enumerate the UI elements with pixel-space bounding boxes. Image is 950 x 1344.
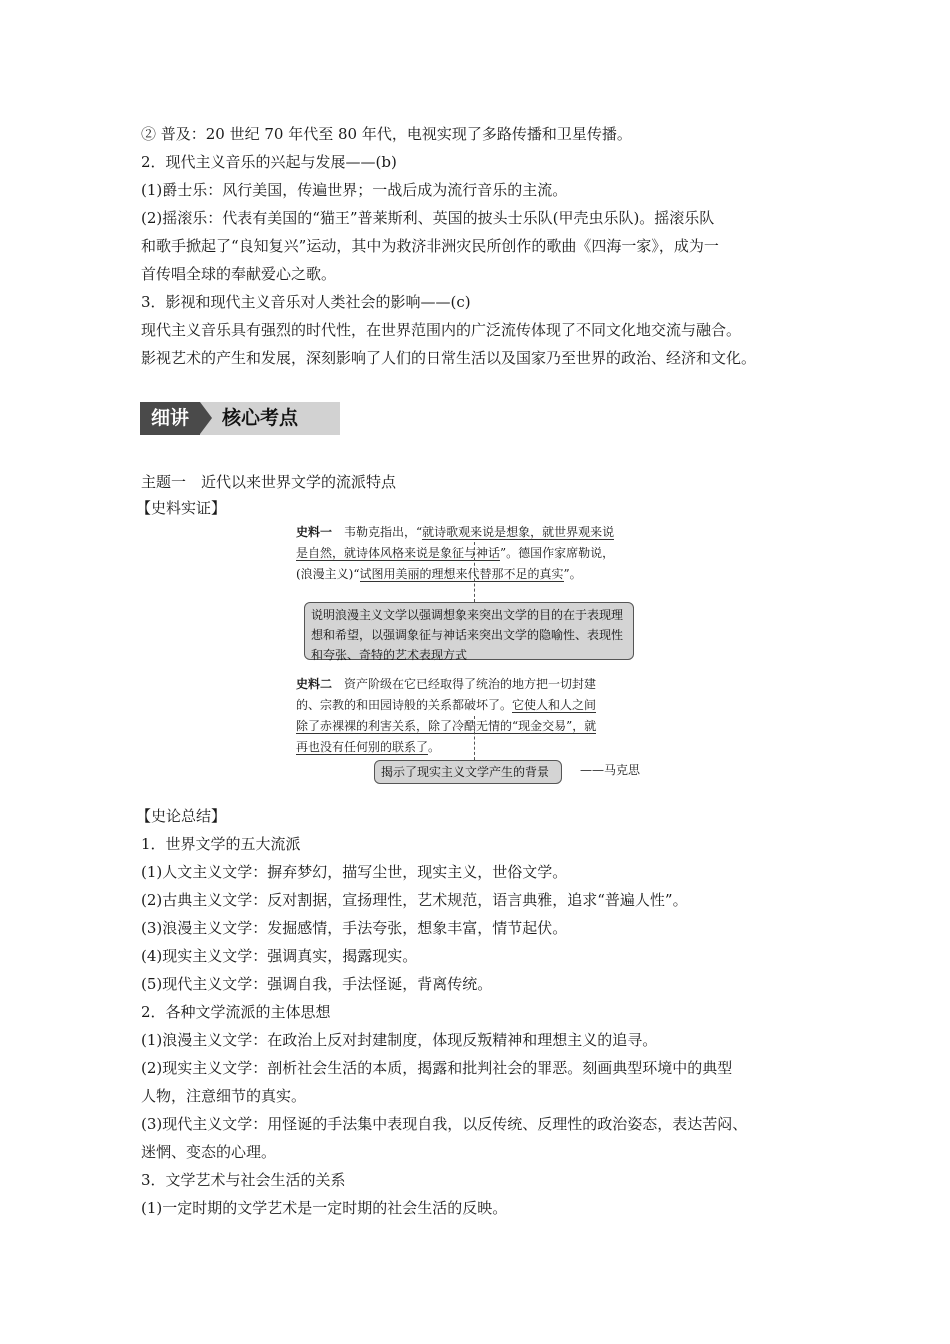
material-two-line-4: 再也没有任何别的联系了。 [296, 740, 441, 754]
evidence-label: 【史料实证】 [136, 499, 227, 517]
section-heading: 3．文学艺术与社会生活的关系 [141, 1171, 346, 1189]
body-line: (3)浪漫主义文学：发掘感情，手法夸张，想象丰富，情节起伏。 [141, 919, 568, 937]
body-line: (4)现实主义文学：强调真实，揭露现实。 [141, 947, 418, 965]
banner-light-label: 核心考点 [200, 402, 340, 435]
annotation-box-romanticism: 说明浪漫主义文学以强调想象来突出文学的目的在于表现理想和希望，以强调象征与神话来突出文学的隐喻性、表现性和夸张、奇特的艺术表现方式 [304, 602, 634, 660]
section-heading: 2．各种文学流派的主体思想 [141, 1003, 331, 1021]
body-line: (1)一定时期的文学艺术是一定时期的社会生活的反映。 [141, 1199, 508, 1217]
body-line: (2)摇滚乐：代表有美国的“猫王”普莱斯利、英国的披头士乐队(甲壳虫乐队)。摇滚乐队 [141, 209, 715, 227]
body-line: (5)现代主义文学：强调自我，手法怪诞，背离传统。 [141, 975, 493, 993]
topic-title: 主题一 近代以来世界文学的流派特点 [141, 473, 397, 491]
material-two-line-1: 史料二 资产阶级在它已经取得了统治的地方把一切封建 [296, 677, 597, 691]
body-line: 人物，注意细节的真实。 [141, 1087, 307, 1105]
annotation-box-realism: 揭示了现实主义文学产生的背景 [374, 760, 562, 784]
material-two-line-3: 除了赤裸裸的利害关系，除了冷酷无情的“现金交易”，就 [296, 719, 597, 733]
banner-dark-label: 细讲 [140, 402, 200, 435]
body-line: (1)浪漫主义文学：在政治上反对封建制度，体现反叛精神和理想主义的追寻。 [141, 1031, 658, 1049]
body-line: (1)人文主义文学：摒弃梦幻，描写尘世，现实主义，世俗文学。 [141, 863, 568, 881]
body-line: 和歌手掀起了“良知复兴”运动，其中为救济非洲灾民所创作的歌曲《四海一家》，成为一 [141, 237, 719, 255]
material-two-line-2: 的、宗教的和田园诗般的关系都破坏了。它使人和人之间 [296, 698, 597, 712]
body-line: (3)现代主义文学：用怪诞的手法集中表现自我，以反传统、反理性的政治姿态，表达苦闷、 [141, 1115, 748, 1133]
banner-arrow-icon [200, 402, 212, 434]
section-heading: 3．影视和现代主义音乐对人类社会的影响——(c) [141, 293, 471, 311]
section-heading: 1．世界文学的五大流派 [141, 835, 301, 853]
body-line: 首传唱全球的奉献爱心之歌。 [141, 265, 337, 283]
author-attribution: ——马克思 [580, 763, 641, 777]
summary-label: 【史论总结】 [136, 807, 227, 825]
material-one-line-2: 是自然，就诗体风格来说是象征与神话”。德国作家席勒说， [296, 546, 615, 560]
source-material-figure [296, 520, 656, 790]
material-one-line-1: 史料一 韦勒克指出，“就诗歌观来说是想象，就世界观来说 [296, 525, 615, 539]
section-heading: 2．现代主义音乐的兴起与发展——(b) [141, 153, 397, 171]
body-line: 迷惘、变态的心理。 [141, 1143, 277, 1161]
body-line: 现代主义音乐具有强烈的时代性，在世界范围内的广泛流传体现了不同文化地交流与融合。 [141, 321, 742, 339]
body-line: 影视艺术的产生和发展，深刻影响了人们的日常生活以及国家乃至世界的政治、经济和文化。 [141, 349, 757, 367]
body-line: (1)爵士乐：风行美国，传遍世界；一战后成为流行音乐的主流。 [141, 181, 568, 199]
core-points-banner [140, 402, 340, 435]
body-line: (2)古典主义文学：反对割据，宣扬理性，艺术规范，语言典雅，追求“普遍人性”。 [141, 891, 688, 909]
body-line: ② 普及：20 世纪 70 年代至 80 年代，电视实现了多路传播和卫星传播。 [141, 125, 632, 143]
connector-line [474, 716, 475, 760]
body-line: (2)现实主义文学：剖析社会生活的本质，揭露和批判社会的罪恶。刻画典型环境中的典型 [141, 1059, 733, 1077]
connector-line [474, 542, 475, 602]
material-one-line-3: (浪漫主义)“试图用美丽的理想来代替那不足的真实”。 [296, 567, 582, 581]
